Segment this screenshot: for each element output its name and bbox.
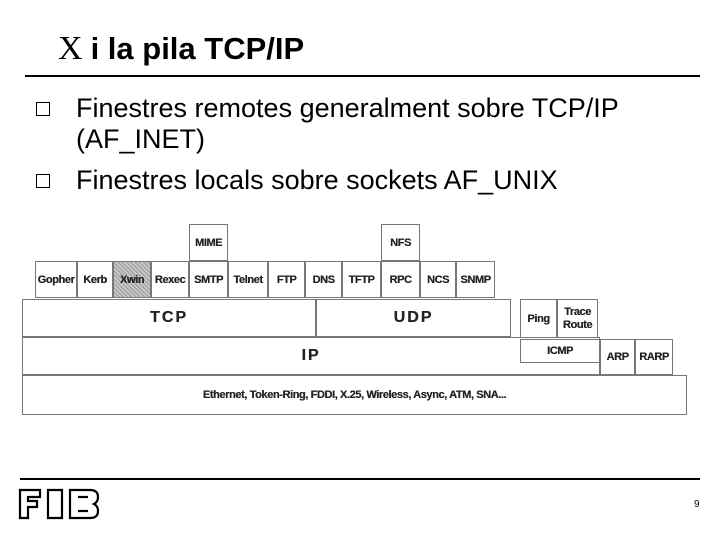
bullet-2-line-1: Finestres locals sobre sockets AF_UNIX [76, 165, 558, 195]
ping-box: Ping [520, 299, 557, 339]
trace-route-line-1: Trace [564, 306, 591, 318]
app-gopher: Gopher [35, 261, 77, 298]
app-rpc: RPC [381, 261, 420, 298]
link-layer: Ethernet, Token-Ring, FDDI, X.25, Wireless, Async, ATM, SNA... [22, 375, 687, 415]
trace-route-box [557, 299, 598, 339]
app-kerb: Kerb [77, 261, 113, 298]
bullet-1-line-2: (AF_INET) [76, 124, 206, 154]
app-telnet: Telnet [228, 261, 268, 298]
app-rexec: Rexec [151, 261, 189, 298]
bullet-1-line-1: Finestres remotes generalment sobre TCP/IP [76, 93, 619, 123]
app-ncs: NCS [420, 261, 456, 298]
app-ftp: FTP [268, 261, 305, 298]
page-number: 9 [694, 499, 700, 510]
title-x-symbol: X [58, 30, 83, 67]
rarp-box: RARP [635, 339, 673, 375]
title-text: i la pila TCP/IP [90, 31, 305, 66]
footer-divider [20, 478, 700, 480]
tcp-layer: TCP [22, 299, 316, 337]
ip-layer: IP [22, 337, 600, 375]
arp-box: ARP [600, 339, 635, 375]
nfs-box: NFS [381, 224, 420, 261]
fib-logo [18, 488, 100, 520]
app-snmp: SNMP [456, 261, 495, 298]
app-tftp: TFTP [342, 261, 381, 298]
app-dns: DNS [305, 261, 342, 298]
udp-layer: UDP [316, 299, 511, 337]
trace-route-line-2: Route [562, 319, 593, 331]
app-smtp: SMTP [189, 261, 228, 298]
icmp-box: ICMP [520, 339, 600, 363]
app-xwin: Xwin [113, 261, 151, 298]
mime-box: MIME [189, 224, 228, 261]
